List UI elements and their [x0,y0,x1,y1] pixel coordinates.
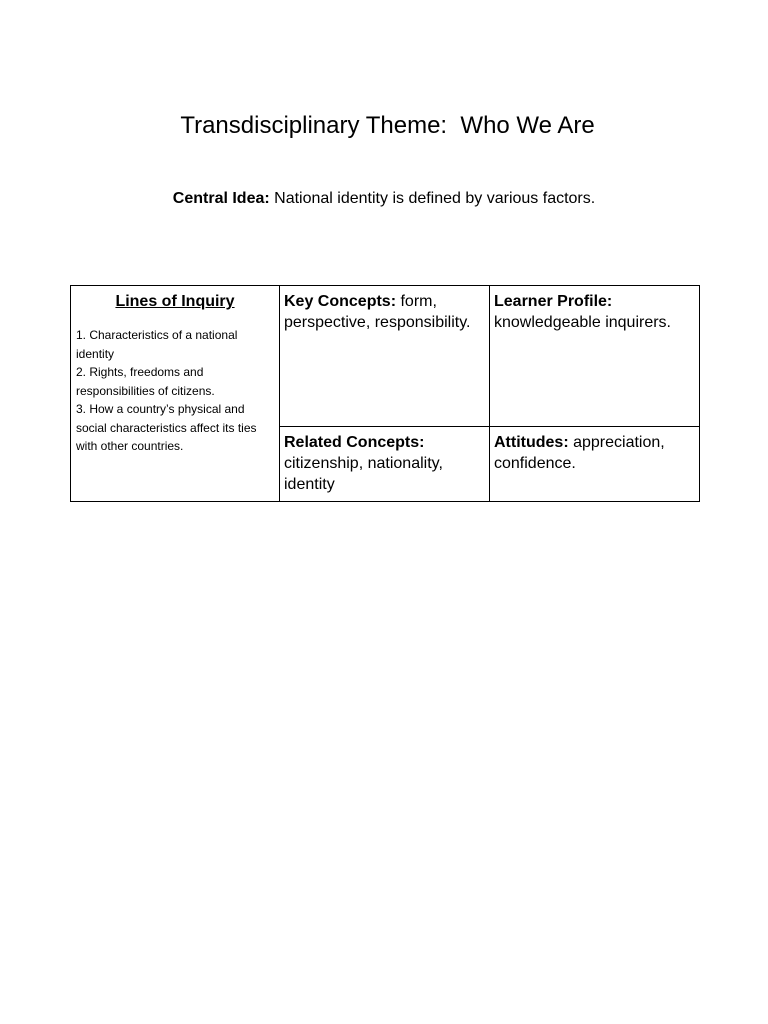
learner-profile-text: knowledgeable inquirers. [494,314,671,331]
list-item: 2. Rights, freedoms and responsibilities of citizens. [76,365,215,398]
list-item: 1. Characteristics of a national identity [76,328,238,361]
list-item: 3. How a country’s physical and social characteristics affect its ties with other countries. [76,402,257,453]
key-concepts-text: form, perspective, responsibility. [284,293,471,331]
lines-of-inquiry-list [75,326,275,456]
related-concepts-cell [280,427,490,502]
unit-planner-table [70,285,700,502]
related-concepts-text: citizenship, nationality, identity [284,455,443,493]
attitudes-text: appreciation, confidence. [494,434,665,472]
lines-of-inquiry-heading: Lines of Inquiry [115,293,235,310]
page-title: Transdisciplinary Theme: Who We Are [180,112,595,139]
related-concepts-label: Related Concepts: [284,434,425,451]
table-row [71,286,700,427]
lines-of-inquiry-cell [71,286,280,502]
central-idea-label: Central Idea: [172,190,270,207]
key-concepts-cell [280,286,490,427]
attitudes-cell [490,427,700,502]
attitudes-label: Attitudes: [494,434,569,451]
learner-profile-label: Learner Profile: [494,293,613,310]
learner-profile-cell [490,286,700,427]
key-concepts-label: Key Concepts: [284,293,397,310]
central-idea [0,190,768,208]
central-idea-text: National identity is defined by various factors. [269,190,596,207]
